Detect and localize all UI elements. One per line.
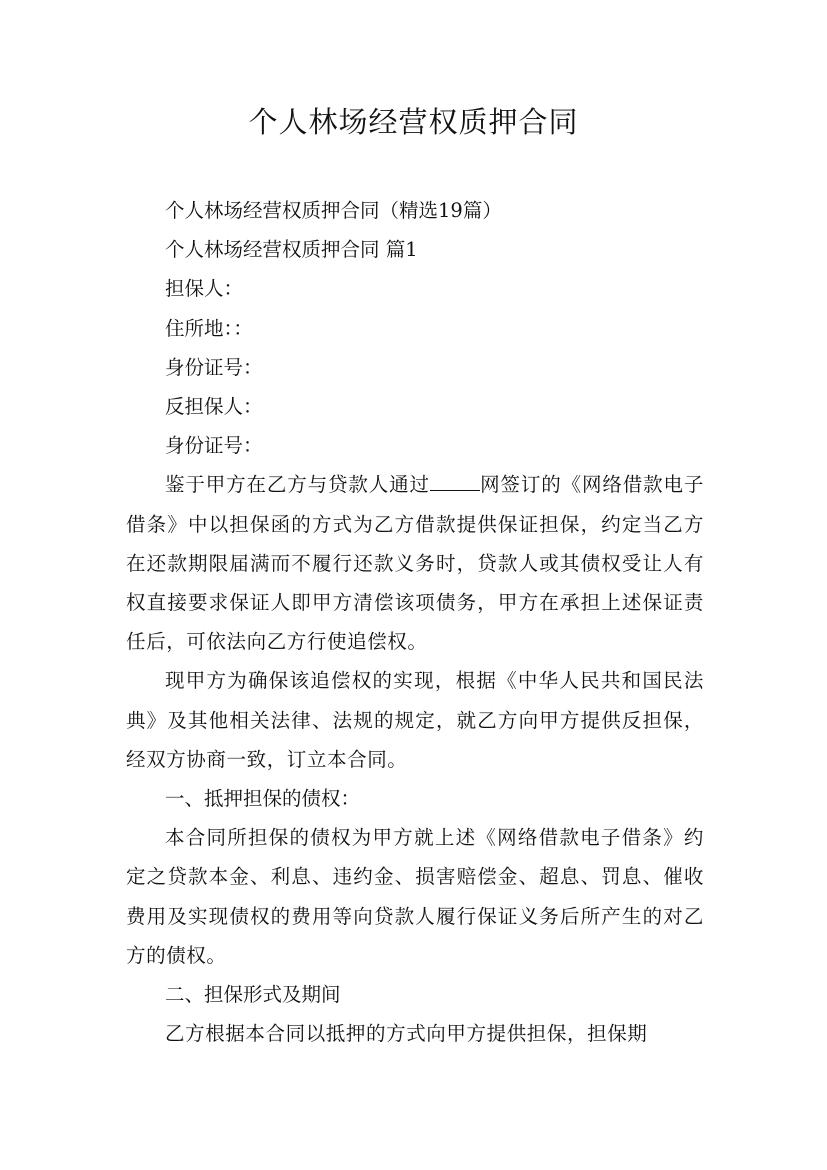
counter-id-number-field: 身份证号： [165, 434, 263, 458]
paragraph-guarantee-form: 乙方根据本合同以抵押的方式向甲方提供担保，担保期 [165, 1022, 648, 1046]
counter-guarantor-field: 反担保人： [165, 395, 263, 419]
document-body [126, 191, 704, 1053]
guarantor-field: 担保人： [165, 277, 244, 301]
section-heading-line: 个人林场经营权质押合同 篇1 [165, 238, 418, 262]
subtitle-line: 个人林场经营权质押合同（精选19篇） [165, 199, 502, 222]
clause-heading-1: 一、抵押担保的债权： [165, 787, 361, 811]
clause-heading-2: 二、担保形式及期间 [165, 983, 341, 1007]
id-number-field: 身份证号： [165, 355, 263, 379]
paragraph-whereas-start: 鉴于甲方在乙方与贷款人通过 [165, 473, 430, 497]
document-title: 个人林场经营权质押合同 [248, 105, 579, 139]
address-field: 住所地：： [165, 316, 253, 340]
paragraph-purpose: 现甲方为确保该追偿权的实现，根据《中华人民共和国民法典》及其他相关法律、法规的规定，就乙方向甲方提供反担保，经双方协商一致，订立本合同。 [126, 669, 704, 771]
blank-underline [430, 472, 480, 491]
paragraph-secured-claim: 本合同所担保的债权为甲方就上述《网络借款电子借条》约定之贷款本金、利息、违约金、损害赔偿金、超息、罚息、催收费用及实现债权的费用等向贷款人履行保证义务后所产生的对乙方的债权。 [126, 826, 704, 967]
paragraph-whereas-end: 网签订的《网络借款电子借条》中以担保函的方式为乙方借款提供保证担保，约定当乙方在还款期限届满而不履行还款义务时，贷款人或其债权受让人有权直接要求保证人即甲方清偿该项债务，甲方在承担上述保证责任后，可依法向乙方行使追偿权。 [126, 473, 704, 654]
paragraph-whereas [126, 465, 704, 661]
